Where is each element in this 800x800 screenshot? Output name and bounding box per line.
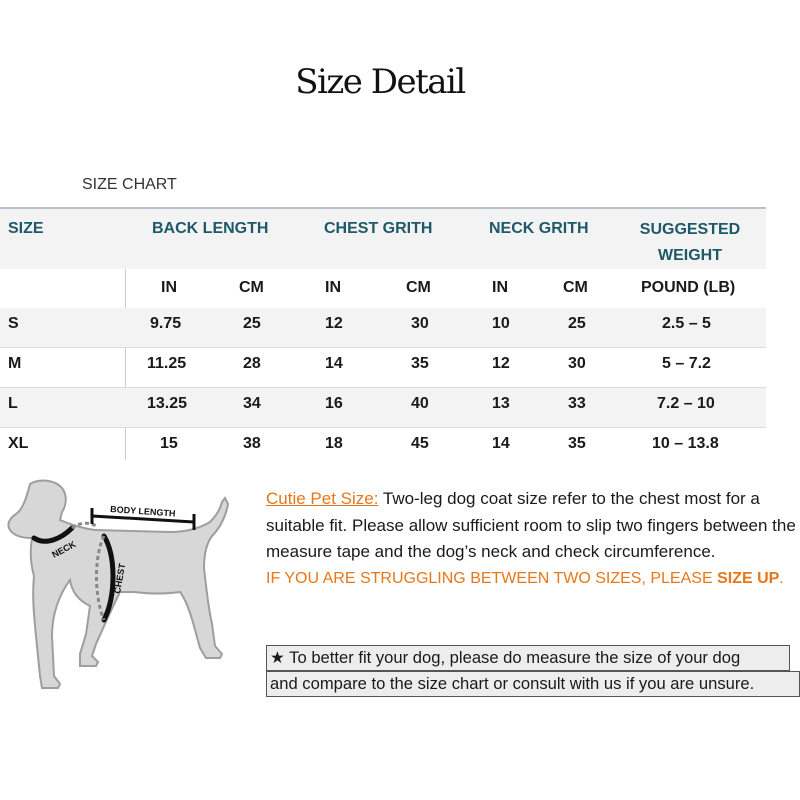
- table-cell: 5 – 7.2: [662, 355, 711, 372]
- table-cell: 11.25: [147, 355, 187, 372]
- size-label: S: [8, 315, 19, 332]
- table-units-row: [0, 269, 766, 308]
- table-row: [0, 427, 766, 467]
- header-neck-grith: NECK GRITH: [489, 220, 589, 237]
- table-header-row: [0, 207, 766, 269]
- table-cell: 33: [568, 395, 586, 412]
- unit-cell: CM: [563, 279, 588, 296]
- header-size: SIZE: [8, 220, 44, 237]
- neck-label: NECK: [50, 538, 78, 560]
- unit-cell: IN: [161, 279, 177, 296]
- measuring-tip: [266, 645, 798, 697]
- size-label: M: [8, 355, 22, 372]
- description-text: Two-leg dog coat size refer to the chest most for a suitable fit. Please allow sufficient room to slip two fingers between the measure tape and the dog’s neck and check circumference.: [266, 489, 796, 561]
- table-cell: 14: [492, 435, 510, 452]
- table-cell: 2.5 – 5: [662, 315, 711, 332]
- size-chart-caption: SIZE CHART: [82, 176, 177, 193]
- table-cell: 9.75: [150, 315, 182, 332]
- unit-cell: POUND (LB): [641, 279, 736, 296]
- table-cell: 12: [325, 315, 343, 332]
- warning-emphasis: SIZE UP: [717, 569, 780, 587]
- warning-end: .: [779, 569, 784, 587]
- size-table: [0, 207, 766, 467]
- table-cell: 34: [243, 395, 261, 412]
- body-length-line: [92, 516, 194, 522]
- page-title: Size Detail: [295, 62, 465, 102]
- header-back-length: BACK LENGTH: [152, 220, 269, 237]
- dog-measurement-diagram: [0, 476, 245, 726]
- body-length-label: BODY LENGTH: [109, 504, 176, 519]
- table-cell: 13: [492, 395, 510, 412]
- table-cell: 13.25: [147, 395, 188, 412]
- tip-line-1: ★ To better fit your dog, please do measure the size of your dog: [266, 645, 790, 671]
- table-cell: 28: [243, 355, 261, 372]
- table-cell: 10 – 13.8: [652, 435, 719, 452]
- table-cell: 25: [568, 315, 586, 332]
- table-cell: 18: [325, 435, 343, 452]
- tip-line-2: and compare to the size chart or consult with us if you are unsure.: [266, 671, 800, 697]
- warning-text: IF YOU ARE STRUGGLING BETWEEN TWO SIZES, PLEASE: [266, 569, 718, 587]
- unit-cell: CM: [239, 279, 264, 296]
- dog-illustration: [0, 476, 245, 726]
- size-description: [266, 486, 796, 592]
- table-cell: 7.2 – 10: [657, 395, 715, 412]
- table-cell: 40: [411, 395, 429, 412]
- table-row: [0, 347, 766, 387]
- table-cell: 45: [411, 435, 429, 452]
- table-cell: 14: [325, 355, 343, 372]
- table-row: [0, 308, 766, 347]
- table-cell: 35: [411, 355, 429, 372]
- table-cell: 10: [492, 315, 510, 332]
- size-label: XL: [8, 435, 29, 452]
- unit-cell: IN: [492, 279, 508, 296]
- table-cell: 38: [243, 435, 261, 452]
- table-cell: 35: [568, 435, 586, 452]
- unit-cell: CM: [406, 279, 431, 296]
- table-cell: 30: [568, 355, 586, 372]
- description-label: Cutie Pet Size:: [266, 489, 379, 508]
- table-cell: 15: [160, 435, 178, 452]
- table-cell: 16: [325, 395, 343, 412]
- unit-cell: IN: [325, 279, 341, 296]
- chest-label: CHEST: [112, 562, 128, 595]
- table-cell: 25: [243, 315, 261, 332]
- header-chest-grith: CHEST GRITH: [324, 220, 433, 237]
- table-cell: 12: [492, 355, 510, 372]
- size-warning: [266, 566, 796, 593]
- size-label: L: [8, 395, 18, 412]
- table-cell: 30: [411, 315, 429, 332]
- table-row: [0, 387, 766, 427]
- header-suggested-weight: SUGGESTED WEIGHT: [639, 221, 741, 264]
